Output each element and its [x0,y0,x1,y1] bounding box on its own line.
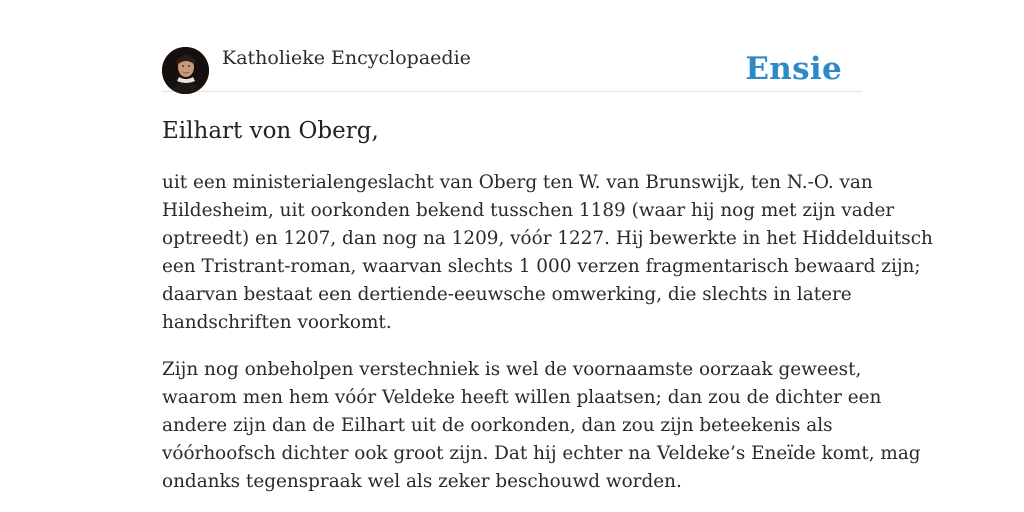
paragraph-line: Hildesheim, uit oorkonden bekend tusschen 1189 (waar hij nog met zijn vader [162,200,895,221]
header [162,44,862,92]
paragraph-line: daarvan bestaat een dertiende-eeuwsche omwerking, die slechts in latere [162,284,852,305]
paragraph-line: Zijn nog onbeholpen verstechniek is wel de voornaamste oorzaak geweest, [162,359,862,380]
portrait-avatar[interactable] [162,47,209,94]
paragraph-line: uit een ministerialengeslacht van Oberg ten W. van Brunswijk, ten N.-O. van [162,172,873,193]
article-paragraph-1 [162,169,933,337]
paragraph-line: vóórhoofsch dichter ook groot zijn. Dat hij echter na Veldeke’s Eneïde komt, mag [162,443,921,464]
brand-logo[interactable]: Ensie [745,51,842,87]
paragraph-line: andere zijn dan de Eilhart uit de oorkonden, dan zou zijn beteekenis als [162,415,833,436]
paragraph-line: handschriften voorkomt. [162,312,392,333]
article-paragraph-2 [162,356,921,496]
paragraph-line: waarom men hem vóór Veldeke heeft willen plaatsen; dan zou de dichter een [162,387,882,408]
paragraph-line: ondanks tegenspraak wel als zeker beschouwd worden. [162,471,682,492]
source-name[interactable]: Katholieke Encyclopaedie [222,47,471,69]
paragraph-line: een Tristrant-roman, waarvan slechts 1 000 verzen fragmentarisch bewaard zijn; [162,256,921,277]
portrait-icon [162,47,209,94]
paragraph-line: optreedt) en 1207, dan nog na 1209, vóór 1227. Hij bewerkte in het Hiddelduitsch [162,228,933,249]
article-title: Eilhart von Oberg, [162,118,379,144]
